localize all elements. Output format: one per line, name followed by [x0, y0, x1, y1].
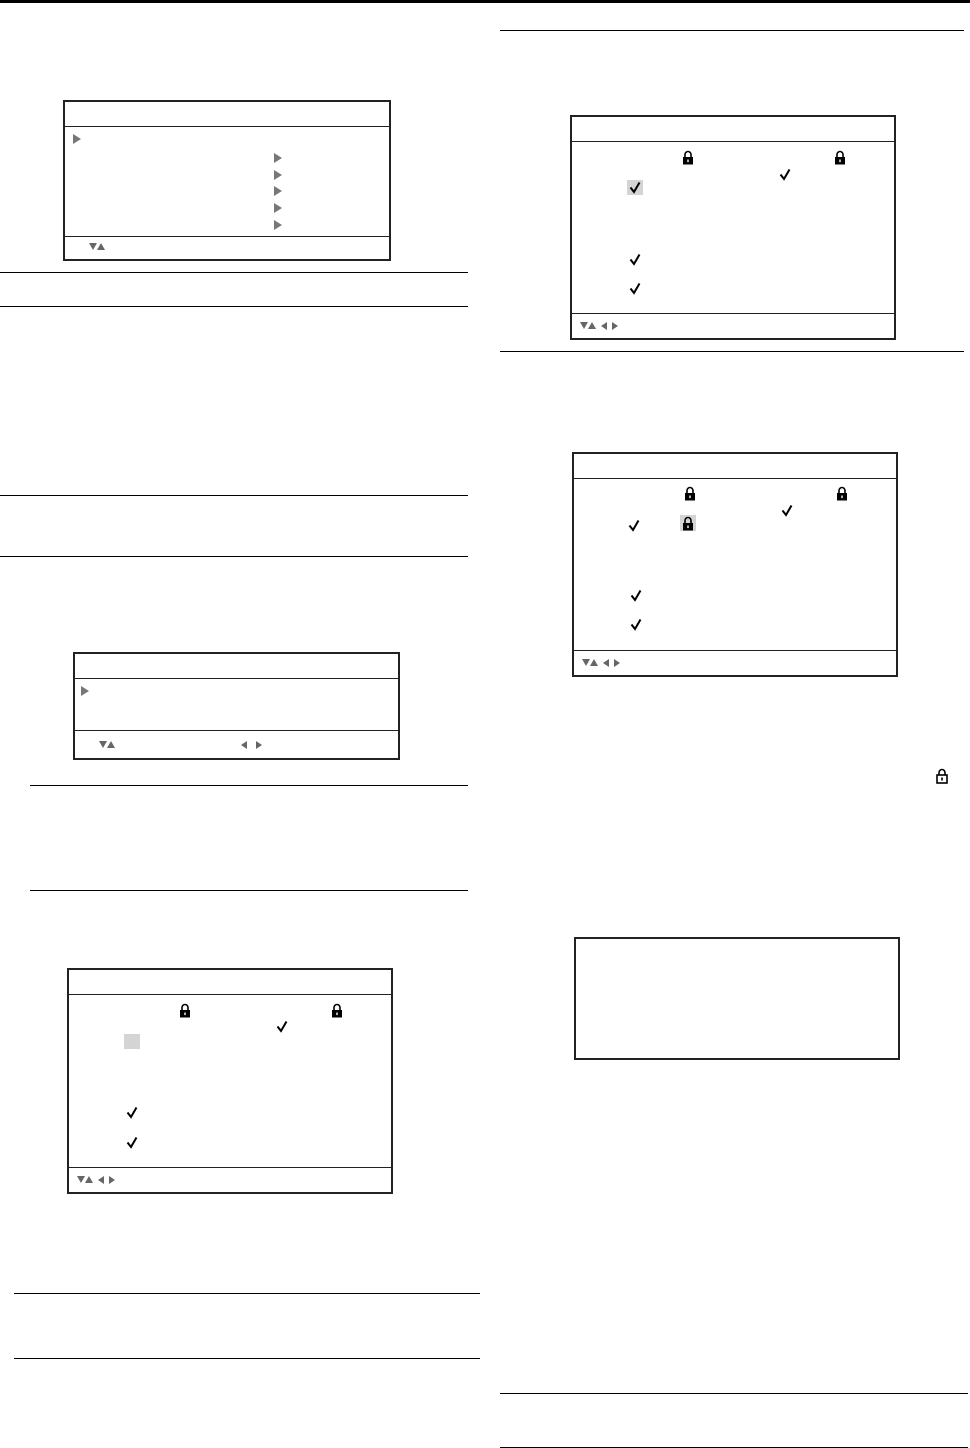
divider	[500, 1393, 968, 1394]
footer-separator	[75, 730, 398, 731]
checkmark-icon	[628, 519, 640, 532]
message-screen	[574, 937, 900, 1060]
submenu-arrow-icon[interactable]	[274, 186, 282, 196]
up-arrow-icon	[107, 741, 115, 748]
right-arrow-icon	[109, 1176, 115, 1184]
lock-icon	[836, 486, 848, 501]
down-arrow-icon	[99, 741, 107, 748]
rating-screen-1	[67, 968, 393, 1194]
cursor-arrow-icon	[73, 134, 81, 144]
footer-separator	[65, 236, 389, 237]
left-arrow-icon	[601, 322, 607, 330]
up-arrow-icon	[85, 1176, 93, 1183]
lock-icon	[331, 1003, 343, 1018]
right-arrow-icon	[256, 741, 262, 749]
lock-icon	[179, 1003, 191, 1018]
divider	[0, 495, 468, 496]
header-separator	[574, 478, 896, 479]
left-arrow-icon	[98, 1176, 104, 1184]
checkmark-icon	[276, 1020, 288, 1033]
checkmark-icon	[630, 589, 642, 602]
submenu-arrow-icon[interactable]	[274, 220, 282, 230]
divider	[500, 30, 964, 31]
checkmark-icon	[781, 504, 793, 517]
header-separator	[572, 141, 894, 142]
submenu-arrow-icon[interactable]	[274, 153, 282, 163]
left-arrow-icon	[241, 741, 247, 749]
cursor-arrow-icon	[81, 686, 89, 696]
submenu-arrow-icon[interactable]	[274, 203, 282, 213]
up-arrow-icon	[97, 243, 105, 250]
up-arrow-icon	[590, 659, 598, 666]
checkmark-icon	[779, 168, 791, 181]
selection-highlight[interactable]	[124, 1034, 140, 1049]
up-arrow-icon	[588, 322, 596, 329]
lock-icon	[936, 768, 948, 784]
right-arrow-icon	[614, 659, 620, 667]
footer-separator	[572, 313, 894, 314]
right-arrow-icon	[612, 322, 618, 330]
checkmark-icon	[126, 1106, 138, 1119]
divider	[0, 556, 468, 557]
top-rule	[0, 0, 970, 3]
lock-icon	[684, 486, 696, 501]
checkmark-icon	[629, 282, 641, 295]
lock-icon	[682, 150, 694, 165]
rating-screen-3	[572, 452, 898, 677]
divider	[14, 1293, 480, 1294]
down-arrow-icon	[582, 659, 590, 666]
divider	[14, 1358, 480, 1359]
header-separator	[65, 126, 389, 127]
left-arrow-icon	[603, 659, 609, 667]
checkmark-icon	[629, 181, 641, 194]
divider	[500, 351, 964, 352]
rating-screen-2	[570, 115, 896, 340]
footer-separator	[69, 1167, 391, 1168]
divider	[0, 272, 468, 273]
divider	[0, 306, 468, 307]
header-separator	[69, 994, 391, 995]
lock-icon	[834, 150, 846, 165]
submenu-arrow-icon[interactable]	[274, 170, 282, 180]
menu-screen-selector	[73, 652, 400, 760]
footer-separator	[574, 650, 896, 651]
checkmark-icon	[630, 618, 642, 631]
down-arrow-icon	[580, 322, 588, 329]
header-separator	[75, 678, 398, 679]
divider	[30, 785, 468, 786]
lock-icon	[682, 516, 694, 531]
divider	[30, 890, 468, 891]
menu-screen-main	[63, 100, 391, 261]
checkmark-icon	[126, 1136, 138, 1149]
down-arrow-icon	[89, 243, 97, 250]
down-arrow-icon	[77, 1176, 85, 1183]
checkmark-icon	[629, 253, 641, 266]
